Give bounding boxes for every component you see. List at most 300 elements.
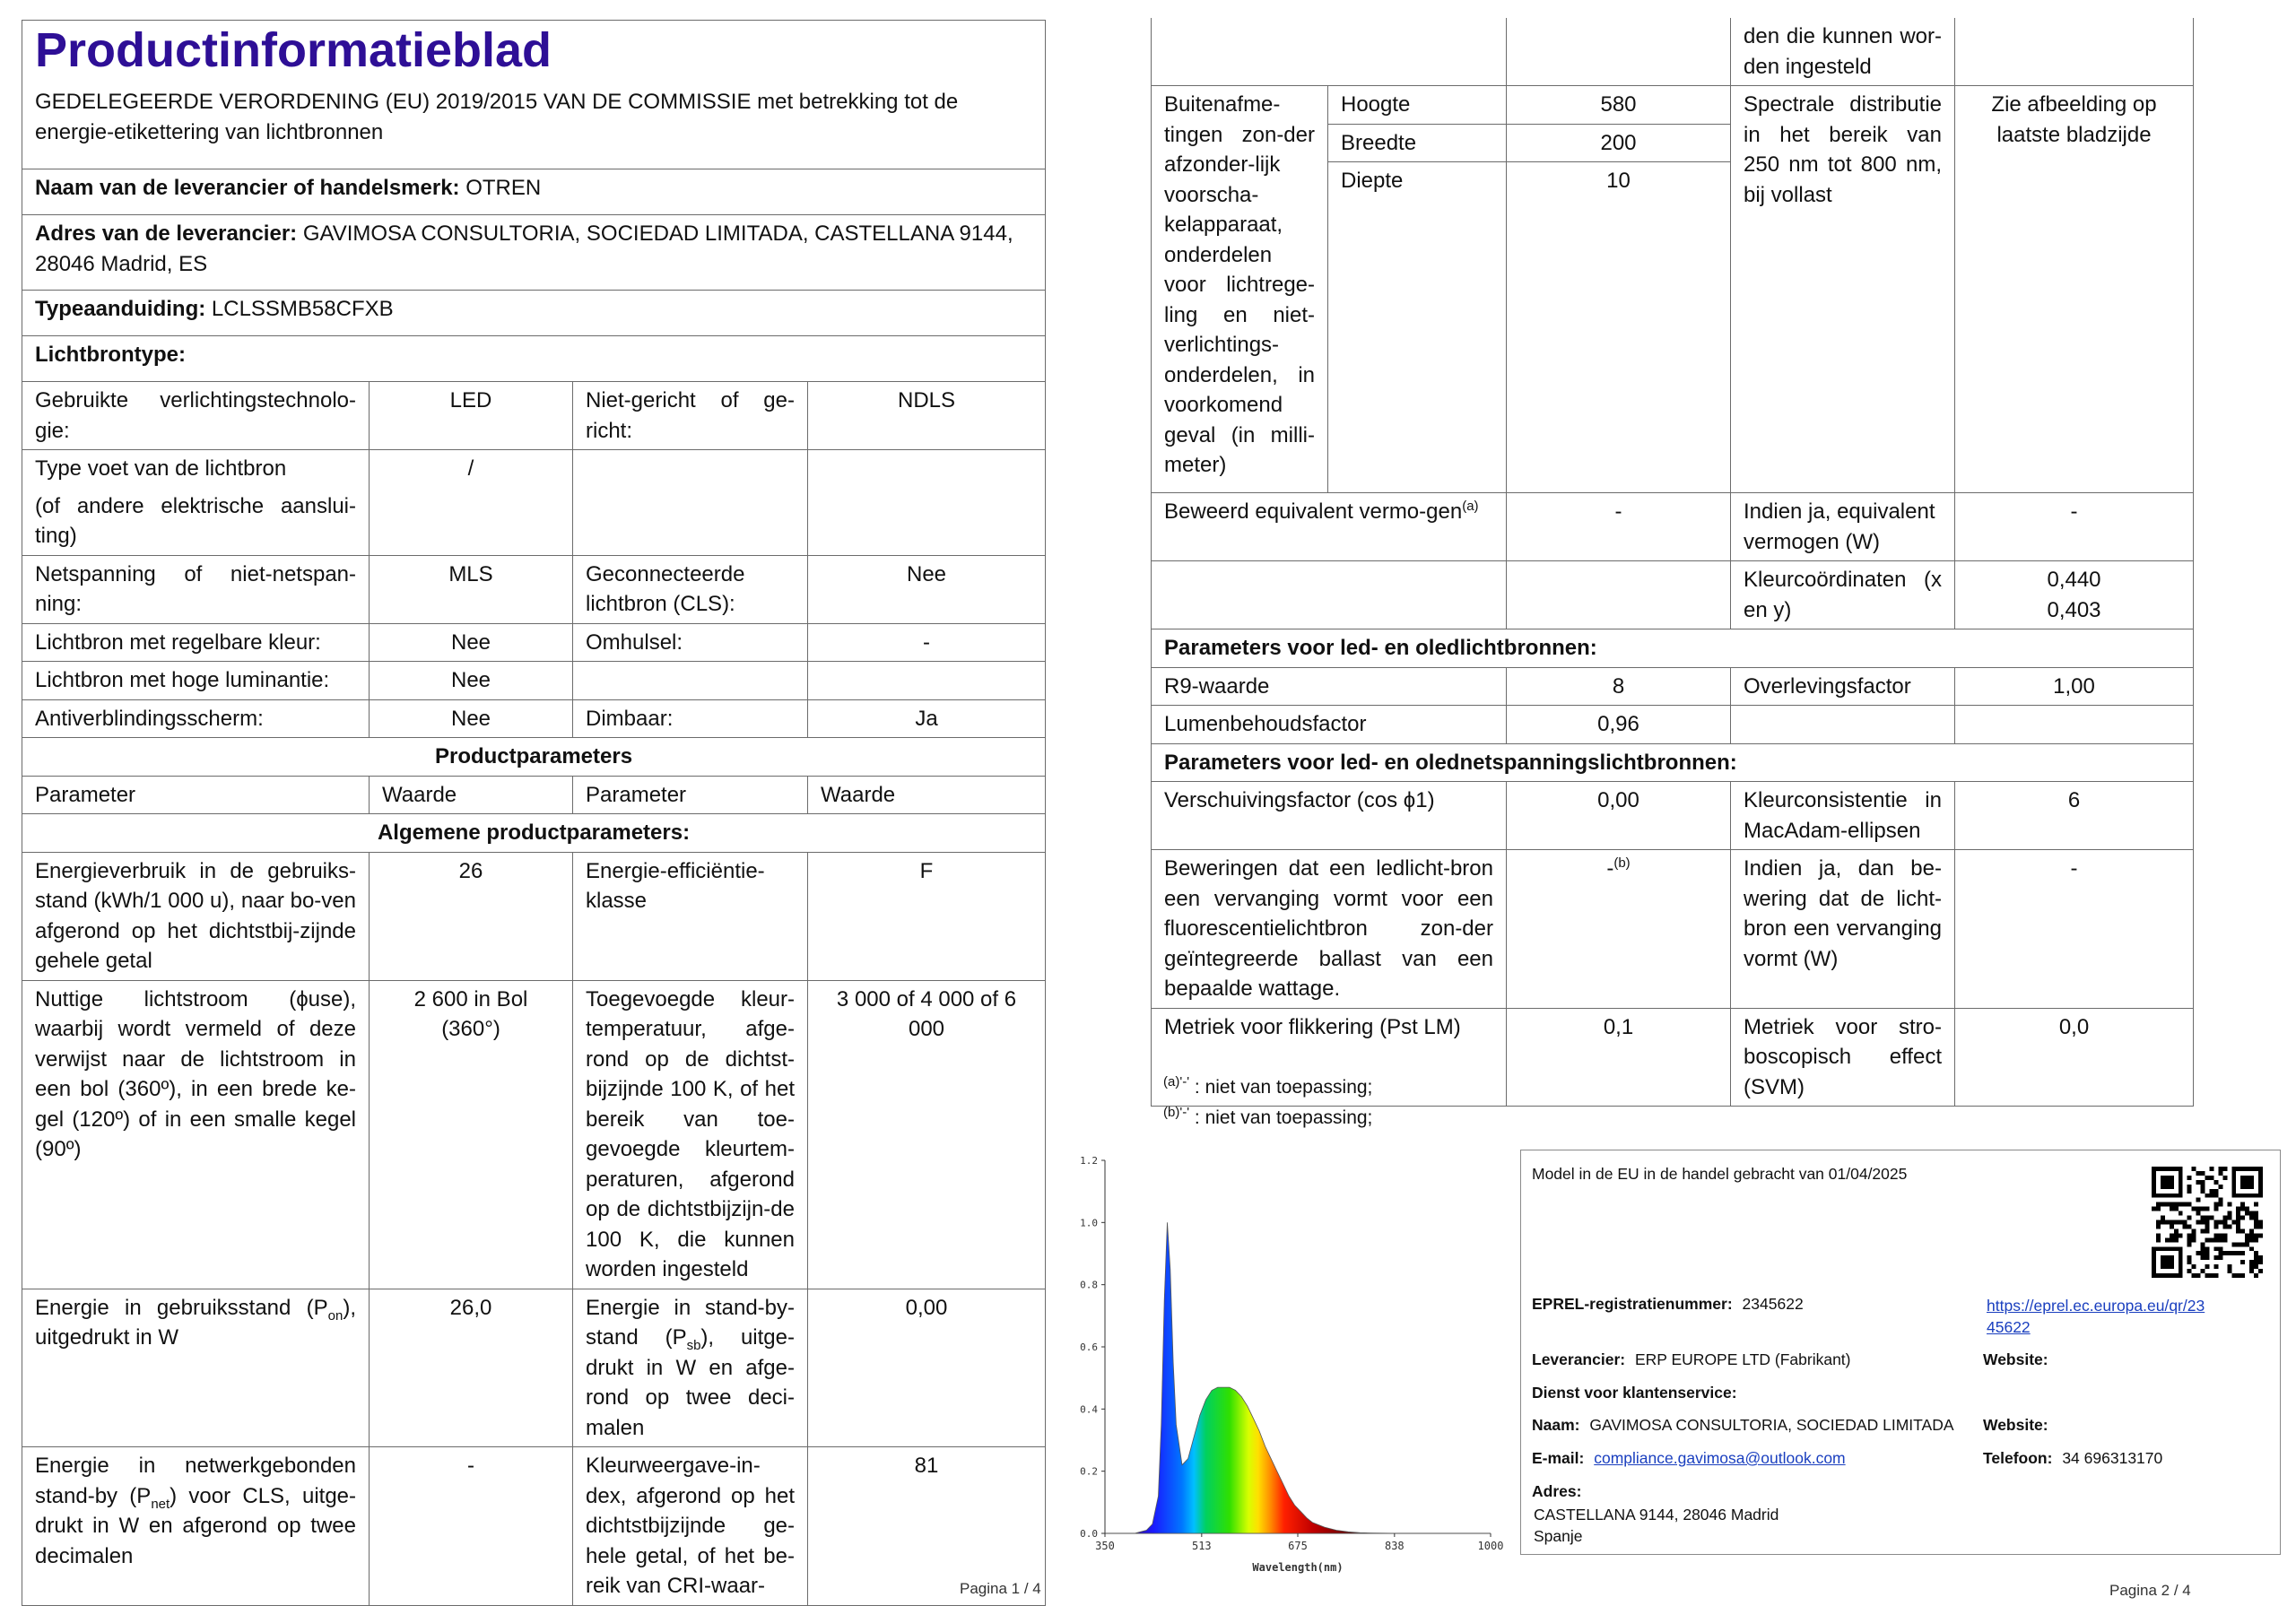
cls-label: Geconnecteerde lichtbron (CLS): [573,555,808,623]
footnote-ref-b: (b) [1613,855,1631,871]
spectrum-svg [1071,1150,1512,1593]
qr-module [2227,1269,2231,1273]
stroboscopic-metric-value: 0,0 [1955,1008,2194,1107]
qr-module [2209,1167,2213,1171]
supplier-address-line2: 28046 Madrid, ES [35,251,208,276]
regulation-text: GEDELEGEERDE VERORDENING (EU) 2019/2015 VAN DE COMMISSIE met betrekking tot de energie-etikettering van lichtbronnen [35,90,959,144]
energy-on-mode-value: 26 [370,852,573,980]
qr-module [2170,1224,2174,1228]
qr-module [2170,1237,2174,1242]
qr-module [2174,1194,2179,1198]
general-parameters-heading: Algemene productparameters: [22,814,1046,853]
qr-module [2179,1220,2183,1225]
qr-module [2218,1202,2222,1207]
qr-module [2152,1260,2156,1264]
qr-module [2161,1260,2165,1264]
qr-module [2179,1171,2183,1176]
qr-module [2152,1273,2156,1278]
qr-module [2209,1216,2213,1220]
address-line2: Spanje [1534,1527,1583,1545]
useful-flux-value: 2 600 in Bol (360°) [370,980,573,1289]
qr-module [2209,1176,2213,1180]
color-consistency-value: 6 [1955,782,2194,850]
qr-module [2156,1224,2161,1228]
qr-module [2179,1251,2183,1255]
qr-module [2170,1180,2174,1185]
qr-module [2201,1251,2205,1255]
qr-module [2218,1198,2222,1202]
eprel-link[interactable] [1987,1295,2205,1338]
y-tick-label: 0.0 [1080,1528,1098,1540]
product-info-table-p2 [1151,18,2194,1107]
qr-module [2218,1167,2222,1171]
supplier-address-cell [22,215,1046,291]
empty-cell [808,450,1046,556]
footnote-ref-a: (a) [1462,499,1479,514]
displacement-factor-label: Verschuivingsfactor (cos ϕ1) [1152,782,1507,850]
qr-module [2249,1167,2254,1171]
equivalent-power-value: - [1955,493,2194,561]
continued-empty [1955,18,2194,86]
outer-dimensions-label: Buitenafme-tingen zon-der afzonder-lijk voorscha-kelapparaat, onderdelen voor lichtrege-ling en niet-verlichtings-onderdelen, in voorkomend geval (in milli-meter) [1152,86,1328,493]
spectrum-area [1105,1222,1491,1533]
cct-continued-text: den die kunnen wor-den ingesteld [1731,18,1955,86]
qr-module [2254,1260,2258,1264]
qr-module [2152,1180,2156,1185]
qr-module [2245,1176,2249,1180]
qr-module [2213,1246,2218,1251]
chromaticity-y: 0,403 [2047,597,2101,622]
networked-standby-label [22,1447,370,1606]
lumen-maintenance-value: 0,96 [1507,706,1731,744]
qr-module [2152,1167,2156,1171]
qr-module [2218,1220,2222,1225]
directional-value: NDLS [808,382,1046,450]
qr-module [2231,1167,2236,1171]
product-info-table-p1 [22,20,1046,1606]
supplier-address-label: Adres van de leverancier: [35,221,298,246]
energy-label-info-box [1520,1150,2281,1555]
qr-module [2179,1202,2183,1207]
qr-module [2179,1255,2183,1260]
envelope-value: - [808,623,1046,662]
qr-module [2258,1167,2263,1171]
footnote-b-text: : niet van toepassing; [1194,1107,1373,1128]
qr-module [2165,1237,2170,1242]
r9-label: R9-waarde [1152,667,1507,706]
qr-module [2236,1242,2240,1246]
phone-row [1983,1449,2162,1468]
qr-module [2161,1185,2165,1189]
qr-module [2236,1220,2240,1225]
qr-module [2213,1194,2218,1198]
qr-module [2156,1220,2161,1225]
qr-module [2165,1220,2170,1225]
qr-module [2213,1207,2218,1211]
qr-module [2196,1198,2201,1202]
qr-module [2187,1260,2192,1264]
spectral-distribution-chart [1071,1150,1512,1593]
survival-factor-value: 1,00 [1955,667,2194,706]
qr-module [2179,1194,2183,1198]
qr-module [2249,1269,2254,1273]
qr-module [2240,1176,2245,1180]
qr-module [2258,1224,2263,1228]
qr-module [2222,1237,2227,1242]
qr-module [2165,1185,2170,1189]
qr-module [2218,1237,2222,1242]
cct-value: 3 000 of 4 000 of 6 000 [808,980,1046,1289]
qr-module [2152,1189,2156,1194]
qr-module [2240,1185,2245,1189]
qr-module [2227,1202,2231,1207]
supplier-value: ERP EUROPE LTD (Fabrikant) [1634,1350,1851,1368]
service-name-value: GAVIMOSA CONSULTORIA, SOCIEDAD LIMITADA [1589,1416,1954,1434]
empty-cell [573,662,808,700]
type-cell [22,291,1046,336]
x-tick-label: 513 [1191,1540,1212,1552]
qr-module [2218,1185,2222,1189]
qr-module [2201,1220,2205,1225]
supplier-name-cell [22,169,1046,215]
networked-standby-label-b: ) voor CLS, uitge-drukt in W en afgerond op twee decimalen [35,1483,357,1568]
qr-module [2249,1228,2254,1233]
qr-module [2245,1185,2249,1189]
service-name-label: Naam: [1532,1416,1580,1434]
qr-module [2209,1194,2213,1198]
page-1 [0,0,1058,1598]
qr-module [2236,1167,2240,1171]
cls-value: Nee [808,555,1046,623]
qr-module [2201,1180,2205,1185]
qr-module [2152,1251,2156,1255]
qr-module [2245,1237,2249,1242]
qr-module [2213,1255,2218,1260]
qr-module [2183,1224,2187,1228]
qr-module [2170,1233,2174,1237]
y-tick-label: 0.2 [1080,1465,1098,1478]
qr-module [2201,1216,2205,1220]
qr-module [2192,1237,2196,1242]
qr-module [2170,1220,2174,1225]
qr-module [2218,1246,2222,1251]
qr-module [2258,1176,2263,1180]
qr-module [2209,1189,2213,1194]
qr-module [2249,1246,2254,1251]
qr-module [2179,1264,2183,1269]
qr-module [2192,1167,2196,1171]
energy-class-label: Energie-efficiëntie-klasse [573,852,808,980]
qr-module [2227,1216,2231,1220]
email-label: E-mail: [1532,1449,1585,1467]
claimed-equivalent-text: Beweerd equivalent vermo-gen [1164,499,1463,524]
qr-module [2249,1180,2254,1185]
qr-module [2165,1202,2170,1207]
qr-module [2213,1273,2218,1278]
qr-module [2222,1233,2227,1237]
qr-module [2156,1207,2161,1211]
qr-module [2161,1220,2165,1225]
qr-module [2222,1220,2227,1225]
qr-module [2196,1207,2201,1211]
qr-module [2196,1211,2201,1216]
qr-module [2227,1224,2231,1228]
qr-module [2213,1180,2218,1185]
qr-code-icon [2152,1167,2263,1282]
qr-module [2231,1251,2236,1255]
qr-module [2236,1251,2240,1255]
qr-module [2254,1167,2258,1171]
qr-module [2222,1251,2227,1255]
dimmable-label: Dimbaar: [573,699,808,738]
qr-module [2161,1264,2165,1269]
qr-module [2236,1207,2240,1211]
qr-module [2222,1167,2227,1171]
supplier-name-label: Naam van de leverancier of handelsmerk: [35,176,460,200]
qr-module [2258,1260,2263,1264]
qr-module [2174,1167,2179,1171]
qr-module [2254,1273,2258,1278]
qr-module [2174,1220,2179,1225]
qr-module [2187,1255,2192,1260]
tech-value: LED [370,382,573,450]
qr-module [2174,1246,2179,1251]
qr-module [2231,1185,2236,1189]
qr-module [2187,1176,2192,1180]
qr-module [2152,1269,2156,1273]
header-cell [22,21,1046,169]
email-link[interactable]: compliance.gavimosa@outlook.com [1594,1449,1846,1467]
qr-module [2205,1176,2210,1180]
high-luminance-value: Nee [370,662,573,700]
x-tick-label: 350 [1095,1540,1115,1552]
qr-module [2196,1171,2201,1176]
chromaticity-label: Kleurcoördinaten (x en y) [1731,561,1955,629]
eprel-label: EPREL-registratienummer: [1532,1295,1733,1313]
qr-module [2245,1180,2249,1185]
product-parameters-heading: Productparameters [22,738,1046,777]
type-value: LCLSSMB58CFXB [211,297,394,321]
qr-module [2258,1189,2263,1194]
on-mode-power-value: 26,0 [370,1289,573,1447]
supplier-row [1532,1350,1851,1369]
footnote-b-marker: (b) [1163,1105,1180,1120]
mains-parameters-heading: Parameters voor led- en olednetspanningslichtbronnen: [1152,743,2194,782]
cap-type-label: Type voet van de lichtbron [35,456,287,481]
empty-cell [1731,706,1955,744]
page-title: Productinformatieblad [35,23,552,77]
qr-module [2165,1255,2170,1260]
qr-module [2161,1216,2165,1220]
address-line1: CASTELLANA 9144, 28046 Madrid [1534,1506,1779,1524]
qr-module [2174,1207,2179,1211]
qr-module [2174,1233,2179,1237]
qr-module [2205,1264,2210,1269]
qr-module [2231,1176,2236,1180]
qr-module [2201,1255,2205,1260]
x-tick-label: 1000 [1477,1540,1504,1552]
qr-module [2258,1269,2263,1273]
qr-module [2152,1194,2156,1198]
height-value: 580 [1507,86,1731,125]
qr-module [2161,1194,2165,1198]
address-label: Adres: [1532,1482,1582,1500]
qr-module [2231,1220,2236,1225]
replacement-claim-value [1507,850,1731,1009]
qr-module [2258,1255,2263,1260]
qr-module [2156,1273,2161,1278]
qr-module [2231,1171,2236,1176]
qr-module [2249,1237,2254,1242]
qr-module [2179,1185,2183,1189]
qr-module [2174,1237,2179,1242]
qr-module [2156,1246,2161,1251]
qr-module [2205,1237,2210,1242]
antiglare-label: Antiverblindingsscherm: [22,699,370,738]
qr-module [2213,1220,2218,1225]
qr-module [2205,1255,2210,1260]
qr-module [2165,1264,2170,1269]
qr-module [2222,1176,2227,1180]
qr-module [2201,1228,2205,1233]
qr-module [2240,1242,2245,1246]
qr-module [2165,1194,2170,1198]
qr-module [2192,1264,2196,1269]
qr-module [2179,1211,2183,1216]
qr-module [2254,1211,2258,1216]
y-tick-label: 0.8 [1080,1279,1098,1291]
column-header-parameter: Parameter [22,776,370,814]
height-label: Hoogte [1328,86,1507,125]
qr-module [2245,1242,2249,1246]
qr-module [2249,1233,2254,1237]
qr-module [2205,1194,2210,1198]
column-header-parameter: Parameter [573,776,808,814]
qr-module [2196,1180,2201,1185]
qr-module [2236,1228,2240,1233]
qr-module [2227,1211,2231,1216]
qr-code-svg [2152,1167,2263,1278]
x-tick-label: 838 [1384,1540,1405,1552]
qr-module [2170,1194,2174,1198]
qr-module [2152,1264,2156,1269]
eprel-link-line2[interactable]: 45622 [1987,1318,2031,1336]
energy-class-value: F [808,852,1046,980]
qr-module [2258,1180,2263,1185]
qr-module [2192,1233,2196,1237]
qr-module [2218,1171,2222,1176]
eprel-value: 2345622 [1742,1295,1804,1313]
empty-cell [573,450,808,556]
qr-module [2170,1260,2174,1264]
chromaticity-x: 0,440 [2047,568,2101,592]
dimmable-value: Ja [808,699,1046,738]
qr-module [2187,1189,2192,1194]
replacement-claim-dash: - [1606,856,1614,881]
standby-power-subscript: sb [686,1337,701,1353]
qr-module [2192,1273,2196,1278]
qr-module [2201,1207,2205,1211]
qr-module [2170,1176,2174,1180]
qr-module [2183,1202,2187,1207]
qr-module [2249,1260,2254,1264]
qr-module [2179,1246,2183,1251]
qr-module [2170,1255,2174,1260]
qr-module [2213,1264,2218,1269]
y-tick-label: 0.4 [1080,1403,1098,1416]
footnotes [1163,1072,1372,1133]
qr-module [2179,1167,2183,1171]
qr-module [2231,1273,2236,1278]
qr-module [2254,1194,2258,1198]
qr-module [2231,1180,2236,1185]
qr-module [2174,1228,2179,1233]
qr-module [2249,1185,2254,1189]
qr-module [2245,1233,2249,1237]
qr-module [2236,1211,2240,1216]
qr-module [2249,1176,2254,1180]
depth-label: Diepte [1328,162,1507,493]
y-tick-label: 1.2 [1080,1155,1098,1167]
on-mode-power-label [22,1289,370,1447]
qr-module [2254,1202,2258,1207]
stroboscopic-metric-label: Metriek voor stro-boscopisch effect (SVM) [1731,1008,1955,1107]
qr-module [2231,1242,2236,1246]
supplier-address-line1: GAVIMOSA CONSULTORIA, SOCIEDAD LIMITADA, CASTELLANA 9144, [302,221,1013,246]
qr-module [2254,1224,2258,1228]
envelope-label: Omhulsel: [573,623,808,662]
customer-service-label: Dienst voor klantenservice: [1532,1384,1737,1402]
qr-module [2174,1202,2179,1207]
tunable-value: Nee [370,623,573,662]
on-mode-power-subscript: on [327,1307,344,1324]
qr-module [2161,1180,2165,1185]
depth-value: 10 [1507,162,1731,493]
qr-module [2245,1211,2249,1216]
qr-module [2240,1180,2245,1185]
qr-module [2179,1180,2183,1185]
phone-label: Telefoon: [1983,1449,2053,1467]
qr-module [2258,1185,2263,1189]
qr-module [2152,1207,2156,1211]
qr-module [2165,1273,2170,1278]
qr-module [2192,1207,2196,1211]
networked-standby-subscript: net [151,1496,170,1512]
qr-module [2156,1194,2161,1198]
cap-type-value: / [370,450,573,556]
cct-label: Toegevoegde kleur-temperatuur, afge-rond op de dichtst-bijzijnde 100 K, of het bereik van toe-gevoegde kleurtem-peraturen, afgerond op de dichtstbijzijn-de 100 K, die kunnen worden ingesteld [573,980,808,1289]
eprel-link-line1[interactable]: https://eprel.ec.europa.eu/qr/23 [1987,1297,2205,1315]
qr-module [2156,1237,2161,1242]
light-source-type-label: Lichtbrontype: [22,336,1046,382]
claimed-equivalent-value: - [1507,493,1731,561]
page-number-1: Pagina 1 / 4 [960,1580,1041,1597]
qr-module [2249,1194,2254,1198]
qr-module [2213,1237,2218,1242]
qr-module [2249,1216,2254,1220]
qr-module [2249,1264,2254,1269]
qr-module [2170,1185,2174,1189]
flicker-metric-label: Metriek voor flikkering (Pst LM) [1152,1008,1507,1107]
standby-power-label-a: Energie in stand-by-stand (P [586,1295,795,1350]
qr-module [2161,1167,2165,1171]
type-label: Typeaanduiding: [35,297,206,321]
qr-module [2240,1216,2245,1220]
qr-module [2156,1233,2161,1237]
qr-module [2240,1273,2245,1278]
qr-module [2258,1233,2263,1237]
cri-label: Kleurweergave-in-dex, afgerond op het dichtstbijzijnde ge-hele getal, of het be-reik van CRI-waar- [573,1447,808,1606]
